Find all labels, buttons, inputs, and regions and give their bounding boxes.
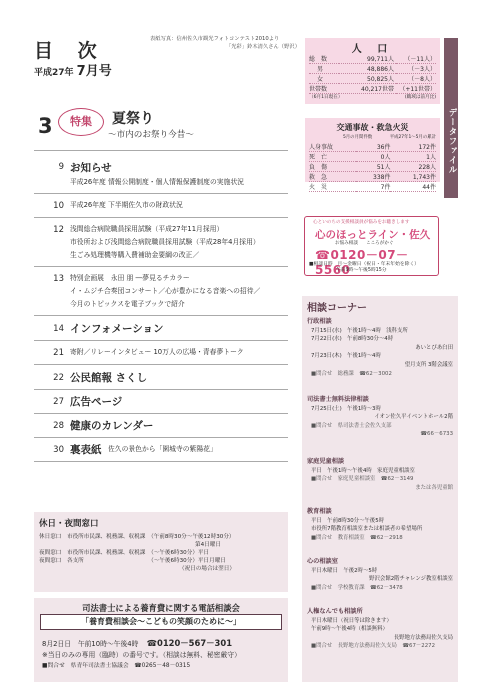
consult-contact: ■問合せ 教育相談室 ☎62－2918 [311,534,403,541]
traffic-title: 交通事故・救急火災 [336,123,409,132]
cover-credit [150,35,300,51]
toc-subentry: 平成26年度 情報公開制度・個人情報保護制度の実施状況 [70,178,244,186]
toc-subentry: 生ごみ処理機等購入費補助金要綱の改正／ [70,251,200,259]
traffic-total: 44件 [390,182,436,192]
pop-value: 48,886人 [339,64,396,74]
traffic-month: 7件 [356,182,390,192]
consultation-corner [302,296,458,682]
consult-heading: 家庭児童相談 [307,458,345,465]
hotline-sub-1: お悩み相談 [335,241,358,246]
cover-credit-line: 表紙写真：信州佐久市観光フォトコンテスト2010より [150,36,280,42]
traffic-total: 228人 [390,162,436,172]
consult-section-human-rights [307,608,453,651]
traffic-subheader [309,134,436,140]
toc-subentry: 今月のトピックスを電子ブックで紹介 [70,300,185,308]
consult-heading: 人権なんでも相談所 [307,608,363,615]
toc-subentry: 市役所および浅間総合病院職員採用試験（平成28年4月採用） [70,238,260,246]
pop-label: 男 [309,64,339,74]
feature-subtitle: ～市内のお祭り今昔～ [108,130,194,140]
hotline-hours-line: 午前9時～午後5時15分 [336,268,387,273]
consult-heading: 教育相談 [307,508,332,515]
table-row [309,172,436,182]
hotline-phone: ☎0120－07－5560 [315,248,409,277]
traffic-month: 51人 [356,162,390,172]
pop-diff: （+11世帯） [396,84,436,94]
toc-entry-ads[interactable]: 広告ページ [70,396,123,408]
consult-contact: ■問合せ 県司法書士会佐久支部 [311,422,392,429]
divider [34,389,288,390]
consult-row: 長野地方法務局佐久支局 [393,634,453,641]
table-row [309,84,436,94]
toc-page-number: 21 [53,348,64,358]
population-box [305,38,440,104]
consult-row: 午前9時～午後4時（相談無料） [311,626,388,633]
hotline-intro: 心といのちの支援相談員が悩みをお聴きします [313,220,410,225]
pop-value: 50,825人 [339,74,396,84]
consult-row: 7月25日(土) 午後1時～3時 [311,405,381,412]
hotline-hours [309,262,419,274]
phone-consultation-box [34,598,288,682]
pop-label: 女 [309,74,339,84]
consult-row: 7月22日(水) 午前8時30分～4時 [311,336,394,343]
divider [34,364,288,365]
table-row [309,74,436,84]
phone-consultation-body [42,638,241,672]
holiday-night-line: 夜間窓口 各支所 （～午後6時30分）平日月曜日 [39,558,226,564]
consult-contact: ■問合せ 長野地方法務局佐久支局 ☎67－2272 [311,643,436,650]
holiday-night-body [39,533,235,573]
consult-contact: ☎66－6733 [420,431,453,438]
consult-contact: ■問合せ 学校教育課 ☎62－3478 [311,584,403,591]
consult-row: 平日木曜日 午後2時～5時 [311,567,378,574]
toc-page-number: 13 [53,274,64,284]
phone-consultation-line [42,638,241,650]
issue-year: 平成27年 [34,68,74,78]
consult-section-education [307,508,453,542]
divider [34,217,288,218]
pop-diff: （－11人） [396,54,436,64]
table-row [309,54,436,64]
traffic-month: 338件 [356,172,390,182]
consult-section-family [307,458,453,492]
toc-entry-recruit[interactable]: 浅間総合病院職員採用試験（平成27年11月採用） [70,225,224,233]
issue-month: 7月号 [76,64,112,79]
divider [34,461,288,462]
consult-row: 平日木曜日（祝日等は除きます） [311,617,392,624]
divider [34,150,288,151]
divider [34,413,288,414]
traffic-box [305,118,440,191]
consult-row: 望月支所 3階会議室 [404,361,453,368]
phone-consultation-title: 司法書士による養育費に関する電話相談会 [82,603,240,613]
consult-row: 7月23日(木) 午後1時～4時 [311,353,381,360]
traffic-month: 0人 [356,152,390,162]
table-row [309,182,436,192]
phone-consultation-line: ※当日のみの専用（臨時）の番号です。（相談は無料、秘密厳守） [42,651,241,659]
toc-page-number: 28 [53,421,64,431]
consultation-corner-title: 相談コーナー [307,303,367,314]
pop-label: 世帯数 [309,84,339,94]
consult-section-admin [307,318,453,378]
table-row [309,142,436,152]
toc-subentry: 佐久の景色から「園城寺の紫陽花」 [108,445,217,453]
holiday-night-line: 第4日曜日 [195,542,221,548]
consult-heading: 司法書士無料法律相談 [307,396,369,403]
toc-page-number: 12 [53,225,64,235]
consult-heading: 心の相談室 [307,558,338,565]
traffic-label: 死 亡 [309,152,356,162]
page-title: 目 次 [34,40,106,62]
consult-contact: または各児童館 [415,484,453,491]
traffic-label: 負 傷 [309,162,356,172]
population-table [309,54,436,94]
feature-title[interactable]: 夏祭り [112,111,154,127]
pop-diff: （－8人） [396,74,436,84]
toc-page-number: 10 [53,201,64,211]
holiday-night-window-box [34,512,288,592]
traffic-month: 36件 [356,142,390,152]
traffic-label: 火 災 [309,182,356,192]
traffic-total: 1人 [390,152,436,162]
table-row [309,64,436,74]
phone-consultation-date: 8月2日日 午前10時～午後4時 [42,640,139,648]
toc-page-number: 14 [53,324,64,334]
divider [34,315,288,316]
population-title: 人 口 [351,44,394,55]
table-row [309,162,436,172]
toc-entry-kominkan[interactable]: 公民館報 さくし [70,372,148,384]
cover-credit-line: 「光彩」鈴木清久さん（野沢） [225,44,300,50]
consult-section-mind [307,558,453,592]
feature-badge: 特集 [58,108,104,136]
divider [34,340,288,341]
consult-contact: ■問合せ 家庭児童相談室 ☎62－3149 [311,476,414,483]
toc-entry-donation[interactable]: 寄附／リレーインタビュー 10万人の広場・青春夢トーク [70,348,244,356]
phone-consultation-line: ■問合せ 県青年司法書士協議会 ☎0265－48－0315 [42,663,191,669]
pop-value: 40,217世帯 [339,84,396,94]
divider [34,193,288,194]
toc-page-number: 9 [58,162,64,172]
consult-row: 7月15日(水) 午後1時～4時 浅科支所 [311,327,408,334]
consult-row: あいとぴあ臼田 [415,344,453,351]
toc-entry-information[interactable]: インフォメーション [70,323,164,335]
holiday-night-line: 休日窓口 市役所市民課、税務課、収税課 （午前8時30分～午後12時30分） [39,534,235,540]
divider [34,437,288,438]
toc-entry-finance[interactable]: 平成26年度 下半期佐久市の財政状況 [70,201,183,209]
consult-contact: ■問合せ 総務課 ☎62－3002 [311,370,392,377]
hotline-hours-line: ■相談日時 月～金曜日（祝日・年末年始を除く） [309,262,420,267]
toc-page-number: 30 [53,445,64,455]
population-note-2: (職域は前月比) [404,95,436,100]
toc-page-number: 22 [53,373,64,383]
consult-row: 平日 午前8時30分～午後5時 [311,517,385,524]
pop-label: 総 数 [309,54,339,64]
population-note: （6月1日現在） [309,95,343,100]
hotline-name: 心のほっとライン・佐久 [315,229,431,241]
phone-consultation-subtitle: 「養育費相談会～こどもの笑顔のために～」 [40,614,282,630]
holiday-night-title: 休日・夜間窓口 [39,519,99,529]
issue-label [34,60,112,79]
consult-row: イオン佐久平イベントホール2階 [374,414,453,421]
data-file-band: データファイル [444,38,458,198]
consult-section-legal [307,396,453,439]
toc-entry-exhibition[interactable]: 特別企画展 永田 朋 ―夢見るチカラー [70,274,190,282]
holiday-night-line: （祝日の場合は翌日） [179,566,235,572]
consult-heading: 行政相談 [307,318,332,325]
toc-entry-back-cover[interactable]: 裏表紙 [70,444,102,456]
consult-row: 平日 午後1時～午後4時 家庭児童相談室 [311,467,415,474]
feature-page-number: 3 [38,114,53,138]
pop-diff: （－3人） [396,64,436,74]
consult-row: 市役所7階教育相談室または相談者の希望場所 [311,526,423,533]
table-row [309,152,436,162]
traffic-table [309,142,436,192]
consult-row: 野沢会館2階チャレンジ教室相談室 [369,576,453,583]
toc-page-number: 27 [53,397,64,407]
toc-subentry: イ・ムジチ合奏団コンサート／心が豊かになる音楽への招待／ [70,287,261,295]
phone-consultation-tel: ☎0120－567－301 [146,638,233,648]
traffic-sub-right: 平成27年1～5月の累計 [389,135,436,140]
traffic-sub-left: 5月の月間件数 [343,135,373,140]
hotline-ad [304,216,439,276]
traffic-total: 1,743件 [390,172,436,182]
divider [34,266,288,267]
toc-entry-health-calendar[interactable]: 健康のカレンダー [70,420,154,432]
hotline-sub-2: こころがかぐ [365,241,394,246]
traffic-label: 救 急 [309,172,356,182]
holiday-night-line: 夜間窓口 市役所市民課、税務課、収税課 （～午後6時30分）平日 [39,550,210,556]
toc-entry-news[interactable]: お知らせ [70,162,112,174]
traffic-label: 人身事故 [309,142,356,152]
traffic-total: 172件 [390,142,436,152]
pop-value: 99,711人 [339,54,396,64]
